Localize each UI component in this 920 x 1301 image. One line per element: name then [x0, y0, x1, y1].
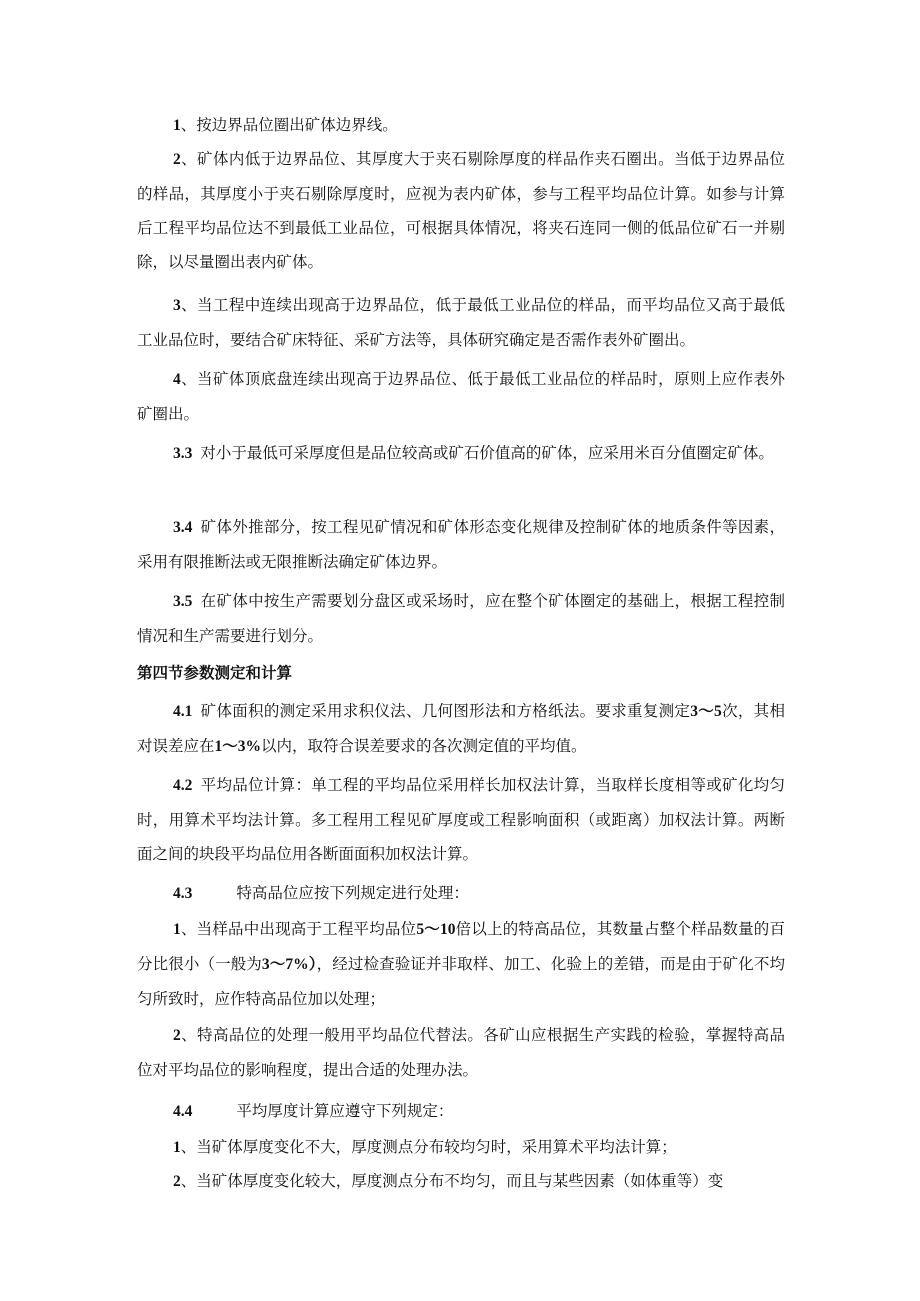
- range-value: 3～5: [690, 703, 722, 720]
- paragraph-1: [137, 108, 785, 143]
- paragraph-text-c: 以内，取符合误差要求的各次测定值的平均值。: [261, 737, 587, 755]
- paragraph-text-c: ，经过检查验证并非取样、加工、化验上的差错，而是由于矿化不均匀所致时，应作特高品位加以处理；: [137, 955, 785, 1008]
- paragraph-text: 特高品位应按下列规定进行处理：: [236, 884, 469, 902]
- paragraph-text: 、特高品位的处理一般用平均品位代替法。各矿山应根据生产实践的检验，掌握特高品位对平均品位的影响程度，提出合适的处理办法。: [137, 1026, 785, 1079]
- paragraph-4: [137, 362, 785, 431]
- item-number: 2: [173, 151, 181, 168]
- section-4-4-item-1: [137, 1130, 785, 1165]
- section-number: 4.2: [173, 777, 193, 794]
- paragraph-text-b: 次，其相对误差应在: [137, 702, 785, 755]
- section-heading: 第四节参数测定和计算: [137, 664, 293, 682]
- paragraph-text: 、按边界品位圈出矿体边界线。: [180, 116, 398, 134]
- section-number: 4.3: [173, 885, 193, 902]
- section-number: 3.5: [173, 593, 193, 610]
- paragraph-text-a: 、当样品中出现高于工程平均品位: [180, 920, 417, 938]
- section-4-4: [137, 1094, 785, 1129]
- section-number: 3.3: [173, 445, 193, 462]
- item-number: 3: [173, 297, 181, 314]
- paragraph-text: 平均厚度计算应遵守下列规定：: [236, 1102, 454, 1120]
- section-4-1: [137, 694, 785, 764]
- section-3-5: [137, 584, 785, 653]
- paragraph-text-b: 倍以上的特高品位，其数量占整个样品数量的百分比很小（一般为: [137, 920, 785, 973]
- item-number: 2: [173, 1027, 181, 1044]
- paragraph-text-a: 矿体面积的测定采用求积仪法、几何图形法和方格纸法。要求重复测定: [200, 702, 691, 720]
- section-4-2: [137, 768, 785, 871]
- multiple-value: 5～10: [416, 921, 456, 938]
- section-4-3: [137, 876, 785, 911]
- paragraph-text: 在矿体中按生产需要划分盘区或采场时，应在整个矿体圈定的基础上，根据工程控制情况和生产需要进行划分。: [137, 592, 785, 645]
- error-range-value: 1～3%: [214, 738, 262, 755]
- item-number: 4: [173, 371, 181, 388]
- paragraph-text: 、当矿体厚度变化不大，厚度测点分布较均匀时，采用算术平均法计算；: [180, 1138, 677, 1156]
- section-number: 4.1: [173, 703, 193, 720]
- section-4-4-item-2: [137, 1164, 785, 1199]
- paragraph-text: 对小于最低可采厚度但是品位较高或矿石价值高的矿体，应采用米百分值圈定矿体。: [200, 444, 774, 462]
- item-number: 1: [173, 117, 181, 134]
- paragraph-text: 、当矿体顶底盘连续出现高于边界品位、低于最低工业品位的样品时，原则上应作表外矿圈出。: [137, 370, 785, 423]
- section-number: 4.4: [173, 1103, 193, 1120]
- paragraph-3: [137, 288, 785, 357]
- item-number: 2: [173, 1173, 181, 1190]
- section-3-4: [137, 510, 785, 579]
- paragraph-text: 平均品位计算：单工程的平均品位采用样长加权法计算，当取样长度相等或矿化均匀时，用算术平均法计算。多工程用工程见矿厚度或工程影响面积（或距离）加权法计算。两断面之间的块段平均品位用各断面面积加权法计算。: [137, 776, 785, 863]
- section-3-3: [137, 436, 785, 471]
- paragraph-2: [137, 142, 785, 279]
- item-number: 1: [173, 1139, 181, 1156]
- paragraph-text: 、矿体内低于边界品位、其厚度大于夹石剔除厚度的样品作夹石圈出。当低于边界品位的样品，其厚度小于夹石剔除厚度时，应视为表内矿体，参与工程平均品位计算。如参与计算后工程平均品位达不到最低工业品位，可根据具体情况，将夹石连同一侧的低品位矿石一并剔除，以尽量圈出表内矿体。: [137, 150, 785, 271]
- section-number: 3.4: [173, 519, 193, 536]
- paragraph-text: 、当工程中连续出现高于边界品位，低于最低工业品位的样品，而平均品位又高于最低工业品位时，要结合矿床特征、采矿方法等，具体研究确定是否需作表外矿圈出。: [137, 296, 785, 349]
- section-4-3-item-1: [137, 912, 785, 1016]
- paragraph-text: 、当矿体厚度变化较大，厚度测点分布不均匀，而且与某些因素（如体重等）变: [180, 1172, 724, 1190]
- percent-value: 3～7%）: [261, 956, 317, 973]
- paragraph-text: 矿体外推部分，按工程见矿情况和矿体形态变化规律及控制矿体的地质条件等因素，采用有限推断法或无限推断法确定矿体边界。: [137, 518, 785, 571]
- item-number: 1: [173, 921, 181, 938]
- section-4-3-item-2: [137, 1018, 785, 1087]
